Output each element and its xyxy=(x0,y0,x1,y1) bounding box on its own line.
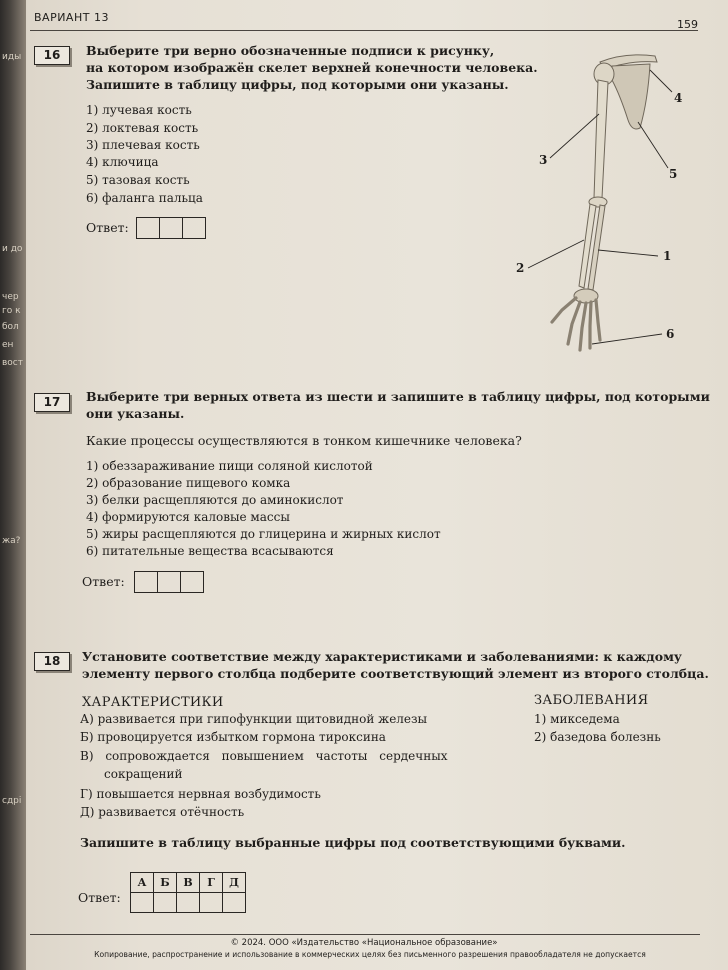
task17-prompt-line: Выберите три верных ответа из шести и запишите в таблицу цифры, под которыми xyxy=(86,389,710,404)
task-number-18: 18 xyxy=(34,652,70,671)
answer-cell[interactable] xyxy=(177,893,200,913)
task18-characteristic: В) сопровождается повышением частоты сердечных xyxy=(80,749,448,763)
footer-copyright: © 2024. ООО «Издательство «Национальное образование» xyxy=(230,938,498,948)
letter-cell-v: В xyxy=(177,873,200,893)
figure-label-4: 4 xyxy=(674,91,683,105)
leader-line-6 xyxy=(592,334,662,344)
answer-cell[interactable] xyxy=(135,572,158,592)
figure-label-1: 1 xyxy=(663,249,672,263)
footer-divider xyxy=(30,934,700,935)
figure-label-6: 6 xyxy=(666,327,675,341)
task18-col2-title: ЗАБОЛЕВАНИЯ xyxy=(534,693,649,708)
task18-instruction: Запишите в таблицу выбранные цифры под соответствующими буквами. xyxy=(80,835,626,850)
task16-prompt-line: Запишите в таблицу цифры, под которыми они указаны. xyxy=(86,77,509,92)
task16-answer-label: Ответ: xyxy=(86,220,129,235)
adjacent-page-edge xyxy=(0,0,26,970)
task17-option: 4) формируются каловые массы xyxy=(86,510,290,524)
finger-bone xyxy=(568,302,580,344)
task-number-17: 17 xyxy=(34,393,70,412)
task16-option: 4) ключица xyxy=(86,155,159,169)
strip-text: чер xyxy=(2,292,19,302)
leader-line-4 xyxy=(650,70,672,92)
leader-line-5 xyxy=(638,122,668,168)
letter-cell-d: Д xyxy=(223,873,246,893)
task17-answer-cells[interactable] xyxy=(134,571,204,593)
answer-cell[interactable] xyxy=(181,572,203,592)
task17-option: 6) питательные вещества всасываются xyxy=(86,544,334,558)
finger-bone xyxy=(580,303,586,350)
finger-bone xyxy=(596,300,600,340)
task17-option: 3) белки расщепляются до аминокислот xyxy=(86,493,344,507)
task18-characteristic: Д) развивается отёчность xyxy=(80,805,245,819)
task16-option: 2) локтевая кость xyxy=(86,121,199,135)
scapula-bone xyxy=(612,64,650,129)
task16-option: 1) лучевая кость xyxy=(86,103,192,117)
answer-cell[interactable] xyxy=(160,218,183,238)
strip-text: сдрі xyxy=(2,796,22,806)
figure-label-5: 5 xyxy=(669,167,678,181)
answer-cell[interactable] xyxy=(137,218,160,238)
figure-label-2: 2 xyxy=(516,261,525,275)
task17-option: 1) обеззараживание пищи соляной кислотой xyxy=(86,459,373,473)
task16-prompt-line: на котором изображён скелет верхней конечности человека. xyxy=(86,60,538,75)
answer-cell[interactable] xyxy=(183,218,205,238)
task17-option: 5) жиры расщепляются до глицерина и жирных кислот xyxy=(86,527,441,541)
task18-answer-label: Ответ: xyxy=(78,890,121,905)
strip-text: ен xyxy=(2,340,14,350)
task16-answer-cells[interactable] xyxy=(136,217,206,239)
answer-cell[interactable] xyxy=(131,893,154,913)
task18-prompt-line: элементу первого столбца подберите соответствующий элемент из второго столбца. xyxy=(82,666,709,681)
task16-option: 5) тазовая кость xyxy=(86,173,190,187)
letter-cell-g: Г xyxy=(200,873,223,893)
task18-characteristic-cont: сокращений xyxy=(104,767,183,781)
strip-text: го к xyxy=(2,306,21,316)
letter-cell-b: Б xyxy=(154,873,177,893)
task18-characteristic: А) развивается при гипофункции щитовидной железы xyxy=(80,712,428,726)
task16-prompt-line: Выберите три верно обозначенные подписи к рисунку, xyxy=(86,43,495,58)
letter-cell-a: А xyxy=(131,873,154,893)
page-header xyxy=(30,8,698,31)
answer-cell[interactable] xyxy=(223,893,246,913)
strip-text: иды xyxy=(2,52,22,62)
page-number: 159 xyxy=(677,18,698,31)
strip-text: и до xyxy=(2,244,23,254)
strip-text: жа? xyxy=(2,536,21,546)
leader-line-3 xyxy=(550,114,599,158)
task18-characteristic: Б) провоцируется избытком гормона тироксина xyxy=(80,730,386,744)
task17-question: Какие процессы осуществляются в тонком кишечнике человека? xyxy=(86,433,522,448)
hand-bones xyxy=(552,298,600,350)
task-number-16: 16 xyxy=(34,46,70,65)
task17-answer-label: Ответ: xyxy=(82,574,125,589)
wrist-bones xyxy=(574,289,598,303)
strip-text: вост xyxy=(2,358,24,368)
leader-line-1 xyxy=(598,250,658,256)
leader-line-2 xyxy=(528,240,584,268)
task18-disease: 1) микседема xyxy=(534,712,620,726)
task18-col1-title: ХАРАКТЕРИСТИКИ xyxy=(82,695,224,710)
task18-disease: 2) базедова болезнь xyxy=(534,730,661,744)
task18-answer-table[interactable] xyxy=(130,872,246,913)
answer-cell[interactable] xyxy=(158,572,181,592)
finger-bone xyxy=(590,302,591,348)
task16-option: 3) плечевая кость xyxy=(86,138,200,152)
task17-option: 2) образование пищевого комка xyxy=(86,476,291,490)
task18-prompt-line: Установите соответствие между характеристиками и заболеваниями: к каждому xyxy=(82,649,682,664)
humerus-bone xyxy=(594,80,608,198)
task18-characteristic: Г) повышается нервная возбудимость xyxy=(80,787,321,801)
arm-skeleton-figure xyxy=(500,40,700,360)
answer-cell[interactable] xyxy=(154,893,177,913)
task16-option: 6) фаланга пальца xyxy=(86,191,203,205)
answer-cell[interactable] xyxy=(200,893,223,913)
variant-title: ВАРИАНТ 13 xyxy=(34,11,109,24)
strip-text: бол xyxy=(2,322,19,332)
figure-label-3: 3 xyxy=(539,153,548,167)
footer-notice: Копирование, распространение и использование в коммерческих целях без письменного разрешения правообладателя не допускается xyxy=(94,950,646,959)
task17-prompt-line: они указаны. xyxy=(86,406,185,421)
